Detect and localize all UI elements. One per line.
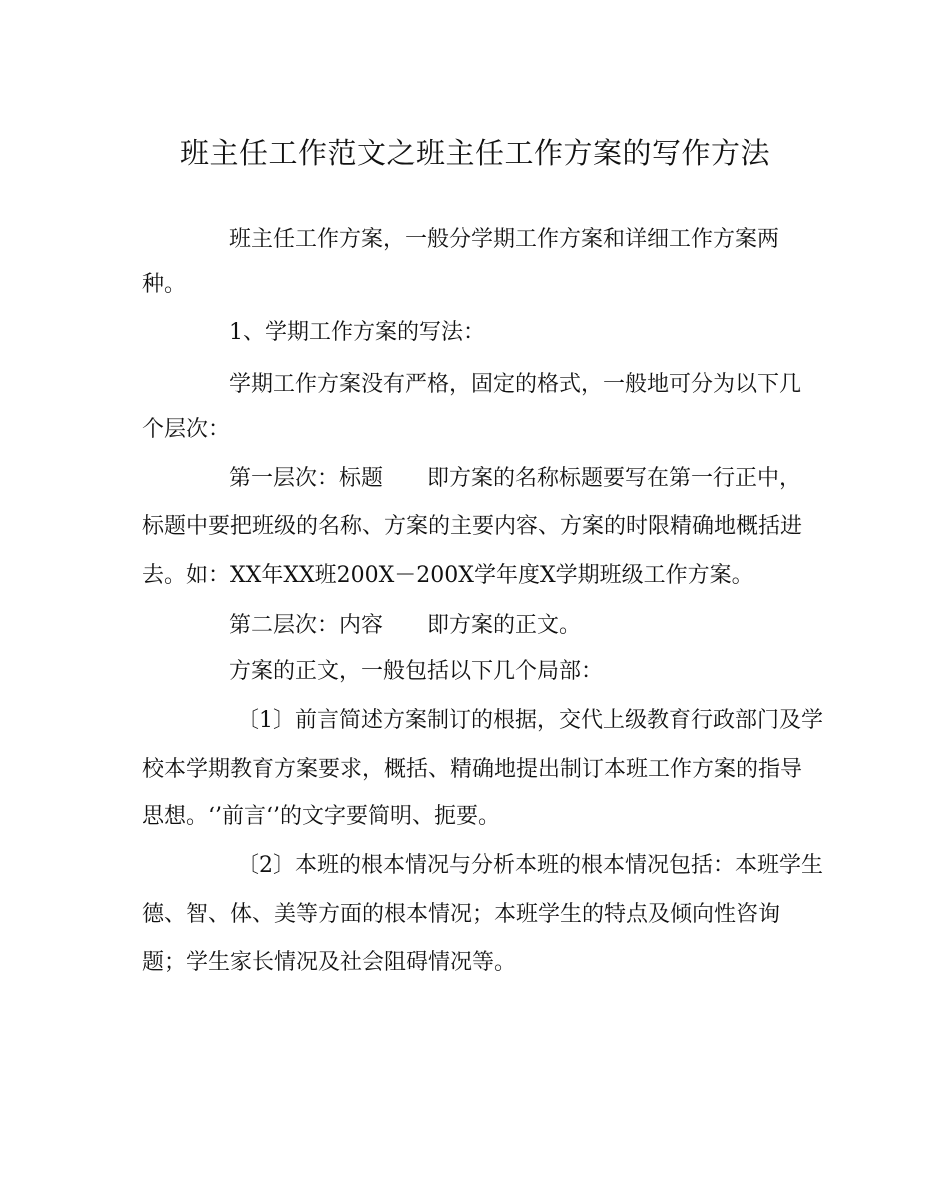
paragraph-line: 方案的正文，一般包括以下几个局部：	[229, 659, 604, 684]
paragraph-line: 种。	[142, 272, 187, 297]
paragraph-line: 班主任工作方案，一般分学期工作方案和详细工作方案两	[229, 227, 780, 252]
paragraph-line: 思想。‘’前言‘’的文字要简明、扼要。	[142, 804, 500, 829]
paragraph-line: 学期工作方案没有严格，固定的格式，一般地可分为以下几	[229, 372, 802, 397]
paragraph-line: 标题中要把班级的名称、方案的主要内容、方案的时限精确地概括进	[142, 514, 803, 539]
paragraph-line: 校本学期教育方案要求，概括、精确地提出制订本班工作方案的指导	[142, 757, 803, 782]
section-heading: 1、学期工作方案的写法：	[229, 320, 485, 345]
paragraph-line: 〔1〕前言简述方案制订的根据，交代上级教育行政部门及学	[237, 708, 823, 733]
paragraph-line: 第二层次：内容 即方案的正文。	[229, 613, 582, 638]
paragraph-line: 第一层次：标题 即方案的名称标题要写在第一行正中，	[229, 466, 802, 491]
paragraph-line: 〔2〕本班的根本情况与分析本班的根本情况包括：本班学生	[237, 853, 823, 878]
paragraph-line: 题；学生家长情况及社会阻碍情况等。	[142, 950, 517, 975]
paragraph-line: 个层次：	[142, 417, 231, 442]
document-title: 班主任工作范文之班主任工作方案的写作方法	[179, 136, 770, 170]
paragraph-line: 去。如：XX年XX班200X－200X学年度X学期班级工作方案。	[142, 563, 754, 588]
paragraph-line: 德、智、体、美等方面的根本情况；本班学生的特点及倾向性咨询	[142, 902, 781, 927]
